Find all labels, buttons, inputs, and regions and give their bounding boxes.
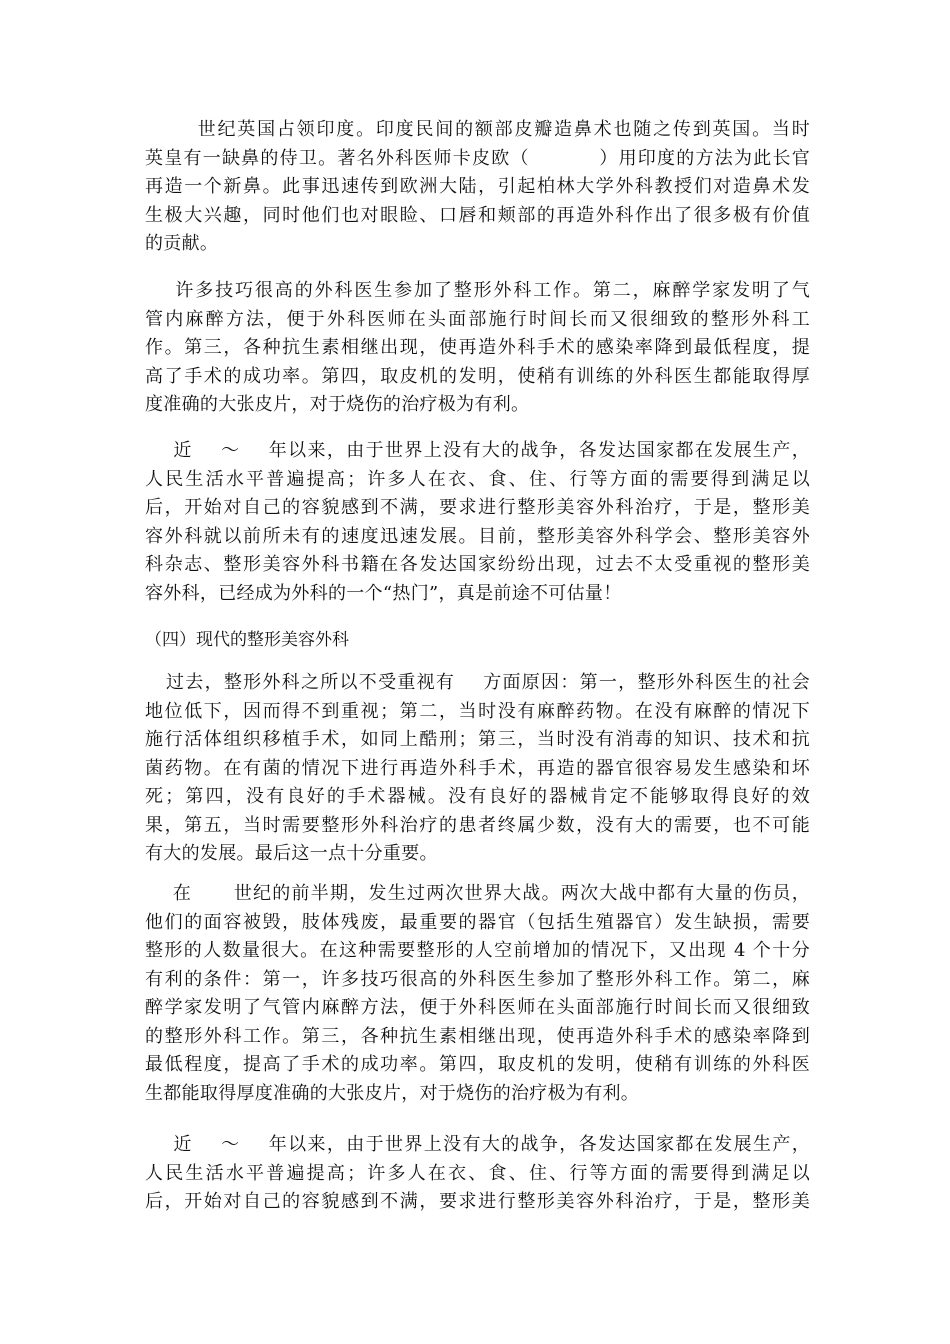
section-heading: （四）现代的整形美容外科 bbox=[145, 630, 349, 650]
text-line: 管内麻醉方法，便于外科医师在头面部施行时间长而又很细致的整形外科工 bbox=[145, 308, 810, 330]
paragraph-world-wars bbox=[145, 880, 810, 1108]
text-line: 容外科，已经成为外科的一个“热门”，真是前途不可估量！ bbox=[145, 582, 622, 604]
text-line: 的整形外科工作。第三，各种抗生素相继出现，使再造外科手术的感染率降到 bbox=[145, 1025, 810, 1047]
text-line: 最低程度，提高了手术的成功率。第四，取皮机的发明，使稍有训练的外科医 bbox=[145, 1054, 810, 1075]
text-line: 近 ～ 年以来，由于世界上没有大的战争，各发达国家都在发展生产， bbox=[145, 1134, 810, 1155]
text-line: 在 世纪的前半期，发生过两次世界大战。两次大战中都有大量的伤员， bbox=[145, 883, 810, 904]
text-line: 后，开始对自己的容貌感到不满，要求进行整形美容外科治疗，于是，整形美 bbox=[145, 1191, 810, 1212]
paragraph-recent-development-repeat bbox=[145, 1131, 810, 1217]
text-line: 菌药物。在有菌的情况下进行再造外科手术，再造的器官很容易发生感染和坏 bbox=[145, 757, 810, 779]
text-line: 生都能取得厚度准确的大张皮片，对于烧伤的治疗极为有利。 bbox=[145, 1082, 640, 1104]
paragraph-recent-development bbox=[145, 437, 810, 608]
text-line: 近 ～ 年以来，由于世界上没有大的战争，各发达国家都在发展生产， bbox=[145, 440, 810, 461]
text-line: 人民生活水平普遍提高；许多人在衣、食、住、行等方面的需要得到满足以 bbox=[145, 468, 810, 490]
text-line: 整形的人数量很大。在这种需要整形的人空前增加的情况下，又出现 4 个十分 bbox=[145, 940, 810, 961]
text-line: 有利的条件：第一，许多技巧很高的外科医生参加了整形外科工作。第二，麻 bbox=[145, 968, 810, 990]
paragraph-past-reasons bbox=[145, 669, 810, 869]
text-line: 他们的面容被毁，肢体残废，最重要的器官（包括生殖器官）发生缺损，需要 bbox=[145, 911, 810, 933]
text-line: 生极大兴趣，同时他们也对眼睑、口唇和颊部的再造外科作出了很多极有价值 bbox=[145, 204, 810, 226]
paragraph-british-india bbox=[145, 116, 810, 259]
text-line: 人民生活水平普遍提高；许多人在衣、食、住、行等方面的需要得到满足以 bbox=[145, 1162, 810, 1184]
text-line: 过去，整形外科之所以不受重视有 方面原因：第一，整形外科医生的社会 bbox=[145, 672, 810, 693]
text-line: 度准确的大张皮片，对于烧伤的治疗极为有利。 bbox=[145, 394, 530, 415]
text-line: 高了手术的成功率。第四，取皮机的发明，使稍有训练的外科医生都能取得厚 bbox=[145, 365, 810, 387]
text-line: 英皇有一缺鼻的侍卫。著名外科医师卡皮欧（ ）用印度的方法为此长官 bbox=[145, 147, 810, 169]
text-line: 醉学家发明了气管内麻醉方法，便于外科医师在头面部施行时间长而又很细致 bbox=[145, 997, 810, 1018]
text-line: 容外科就以前所未有的速度迅速发展。目前，整形美容外科学会、整形美容外 bbox=[145, 525, 810, 547]
text-line: 许多技巧很高的外科医生参加了整形外科工作。第二，麻醉学家发明了气 bbox=[145, 280, 810, 301]
text-line: 再造一个新鼻。此事迅速传到欧洲大陆，引起柏林大学外科教授们对造鼻术发 bbox=[145, 176, 810, 197]
text-line: 有大的发展。最后这一点十分重要。 bbox=[145, 843, 438, 864]
text-line: 地位低下，因而得不到重视；第二，当时没有麻醉药物。在没有麻醉的情况下 bbox=[145, 700, 810, 722]
text-line: 施行活体组织移植手术，如同上酷刑；第三，当时没有消毒的知识、技术和抗 bbox=[145, 729, 810, 750]
text-line: 作。第三，各种抗生素相继出现，使再造外科手术的感染率降到最低程度，提 bbox=[145, 337, 810, 358]
text-line: 后，开始对自己的容貌感到不满，要求进行整形美容外科治疗，于是，整形美 bbox=[145, 497, 810, 518]
text-line: 果，第五，当时需要整形外科治疗的患者终属少数，没有大的需要，也不可能 bbox=[145, 814, 810, 836]
paragraph-favorable-conditions bbox=[145, 277, 810, 420]
text-line: 世纪英国占领印度。印度民间的额部皮瓣造鼻术也随之传到英国。当时 bbox=[145, 119, 810, 140]
text-line: 科杂志、整形美容外科书籍在各发达国家纷纷出现，过去不太受重视的整形美 bbox=[145, 554, 810, 575]
text-line: 的贡献。 bbox=[145, 233, 219, 254]
text-line: 死；第四，没有良好的手术器械。没有良好的器械肯定不能够取得良好的效 bbox=[145, 786, 810, 807]
